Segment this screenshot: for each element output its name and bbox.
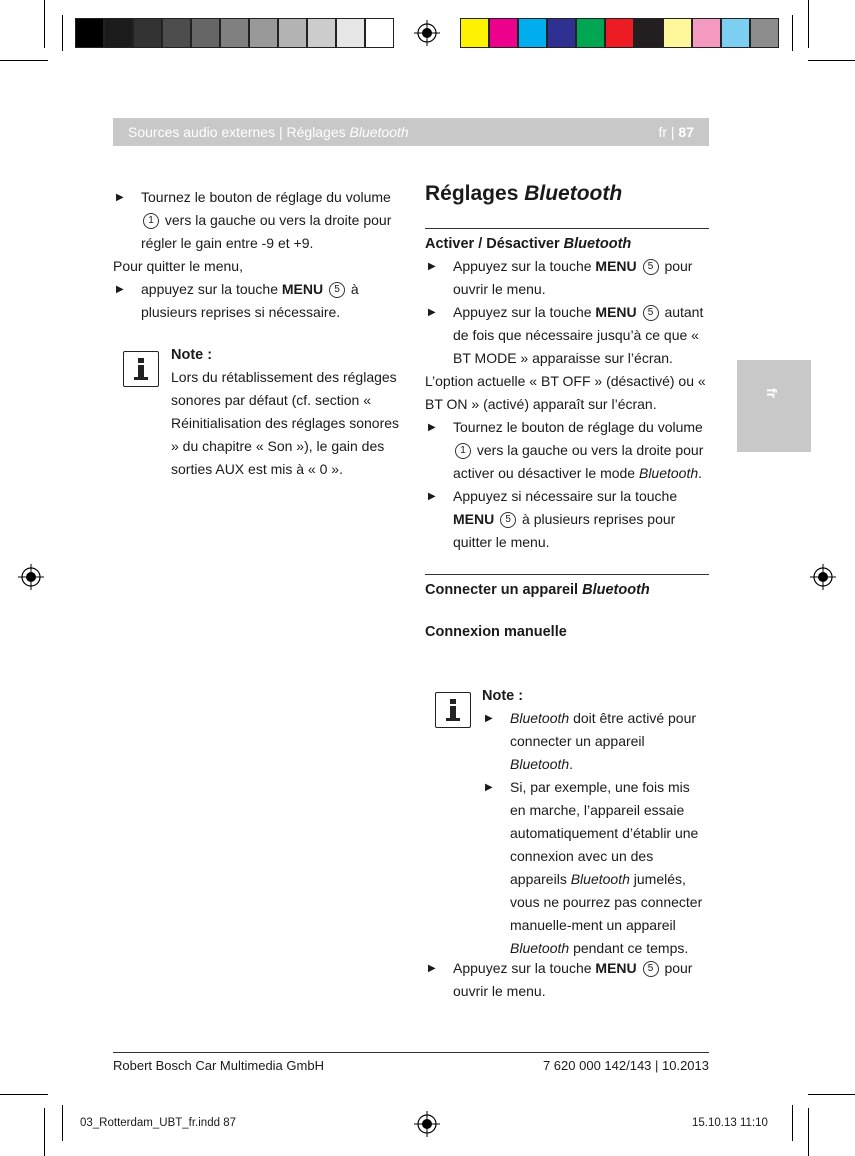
color-swatch: [518, 18, 547, 48]
paragraph: L’option actuelle « BT OFF » (désactivé) ou « BT ON » (activé) apparaît sur l’écran.: [425, 373, 706, 412]
list-item: ▶ appuyez sur la touche MENU 5 à plusieurs reprises si nécessaire.: [113, 278, 398, 324]
page-footer: [113, 1052, 709, 1073]
color-swatch: [191, 18, 220, 48]
color-swatch: [489, 18, 518, 48]
note-box: [482, 685, 709, 960]
header-section-title: Sources audio externes | Réglages Bluetooth: [128, 124, 409, 140]
color-swatch: [547, 18, 576, 48]
footer-company: Robert Bosch Car Multimedia GmbH: [113, 1058, 324, 1073]
language-tab: fr: [737, 360, 811, 452]
control-number: 5: [643, 305, 659, 321]
color-swatch: [692, 18, 721, 48]
crop-mark: [808, 0, 809, 48]
list-item: ▶ Si, par exemple, une fois mis en marche, l’appareil essaie automatiquement d’établir une connexion avec un des appareils Bluetooth jumelés, vous ne pourrez pas connecter manuelle-ment un appareil Bluetooth pendant ce temps.: [482, 776, 709, 960]
note-title: Note :: [171, 347, 213, 363]
header-page-number: fr | 87: [658, 124, 694, 140]
slug-filename: 03_Rotterdam_UBT_fr.indd 87: [80, 1117, 236, 1129]
list-item: ▶ Appuyez sur la touche MENU 5 pour ouvrir le menu.: [425, 957, 709, 1003]
running-header: [113, 118, 709, 146]
control-number: 5: [643, 259, 659, 275]
color-swatch: [634, 18, 663, 48]
bullet-arrow-icon: ▶: [428, 491, 436, 502]
color-swatch: [365, 18, 394, 48]
footer-doc-number: 7 620 000 142/143 | 10.2013: [542, 1058, 709, 1073]
section-heading: Activer / Désactiver Bluetooth: [425, 228, 709, 255]
list-item: ▶ Appuyez sur la touche MENU 5 pour ouvrir le menu.: [425, 255, 709, 301]
list-item: ▶ Tournez le bouton de réglage du volume 1 vers la gauche ou vers la droite pour régler le gain entre -9 et +9.: [113, 186, 398, 255]
crop-mark: [792, 15, 793, 51]
control-number: 5: [643, 961, 659, 977]
section-heading: Connecter un appareil Bluetooth: [425, 574, 709, 601]
crop-mark: [808, 1108, 809, 1156]
bullet-arrow-icon: ▶: [428, 963, 436, 974]
registration-mark-icon: [414, 1111, 440, 1137]
crop-mark: [62, 15, 63, 51]
color-swatch: [750, 18, 779, 48]
list-item: ▶ Appuyez si nécessaire sur la touche MENU 5 à plusieurs reprises pour quitter le menu.: [425, 485, 709, 554]
list-item: ▶ Tournez le bouton de réglage du volume 1 vers la gauche ou vers la droite pour activer ou désactiver le mode Bluetooth.: [425, 416, 709, 485]
control-number: 5: [329, 282, 345, 298]
color-swatch: [278, 18, 307, 48]
crop-mark: [792, 1105, 793, 1141]
registration-mark-icon: [414, 20, 440, 46]
left-column: [113, 186, 398, 324]
color-swatch: [460, 18, 489, 48]
page-title: Réglages Bluetooth: [425, 182, 623, 205]
crop-mark: [808, 60, 855, 61]
crop-mark: [44, 0, 45, 48]
color-swatch: [220, 18, 249, 48]
control-number: 1: [143, 213, 159, 229]
note-text: Lors du rétablissement des réglages sonores par défaut (cf. section « Réinitialisation des réglages sonores » du chapitre « Son »), le gain des sorties AUX est mis à « 0 ».: [171, 369, 400, 477]
bullet-arrow-icon: ▶: [116, 284, 124, 295]
crop-mark: [0, 60, 48, 61]
control-number: 1: [455, 443, 471, 459]
crop-mark: [808, 1094, 855, 1095]
bullet-arrow-icon: ▶: [428, 307, 436, 318]
crop-mark: [62, 1105, 63, 1141]
bullet-arrow-icon: ▶: [428, 422, 436, 433]
bullet-arrow-icon: ▶: [116, 192, 124, 203]
slug-date: 15.10.13 11:10: [692, 1117, 768, 1129]
right-column-end: [425, 957, 709, 1003]
registration-mark-icon: [810, 564, 836, 590]
right-column: [425, 180, 709, 643]
paragraph: Pour quitter le menu,: [113, 258, 243, 274]
color-swatch: [576, 18, 605, 48]
color-swatch: [249, 18, 278, 48]
color-swatch: [133, 18, 162, 48]
note-title: Note :: [482, 688, 524, 704]
subsection-heading: Connexion manuelle: [425, 624, 567, 640]
color-swatch: [104, 18, 133, 48]
crop-mark: [0, 1094, 48, 1095]
registration-mark-icon: [18, 564, 44, 590]
list-item: ▶ Appuyez sur la touche MENU 5 autant de fois que nécessaire jusqu’à ce que « BT MODE » apparaisse sur l’écran.: [425, 301, 709, 370]
bullet-arrow-icon: ▶: [485, 782, 493, 793]
color-swatch: [162, 18, 191, 48]
color-swatch: [307, 18, 336, 48]
control-number: 5: [500, 512, 516, 528]
crop-mark: [44, 1108, 45, 1156]
color-swatch: [75, 18, 104, 48]
bullet-arrow-icon: ▶: [485, 713, 493, 724]
color-swatch: [605, 18, 634, 48]
list-item: ▶ Bluetooth doit être activé pour connecter un appareil Bluetooth.: [482, 707, 709, 776]
color-swatch: [336, 18, 365, 48]
info-icon: [123, 351, 159, 387]
note-box: [171, 344, 401, 481]
info-icon: [435, 692, 471, 728]
color-swatch: [663, 18, 692, 48]
bullet-arrow-icon: ▶: [428, 261, 436, 272]
color-swatch: [721, 18, 750, 48]
